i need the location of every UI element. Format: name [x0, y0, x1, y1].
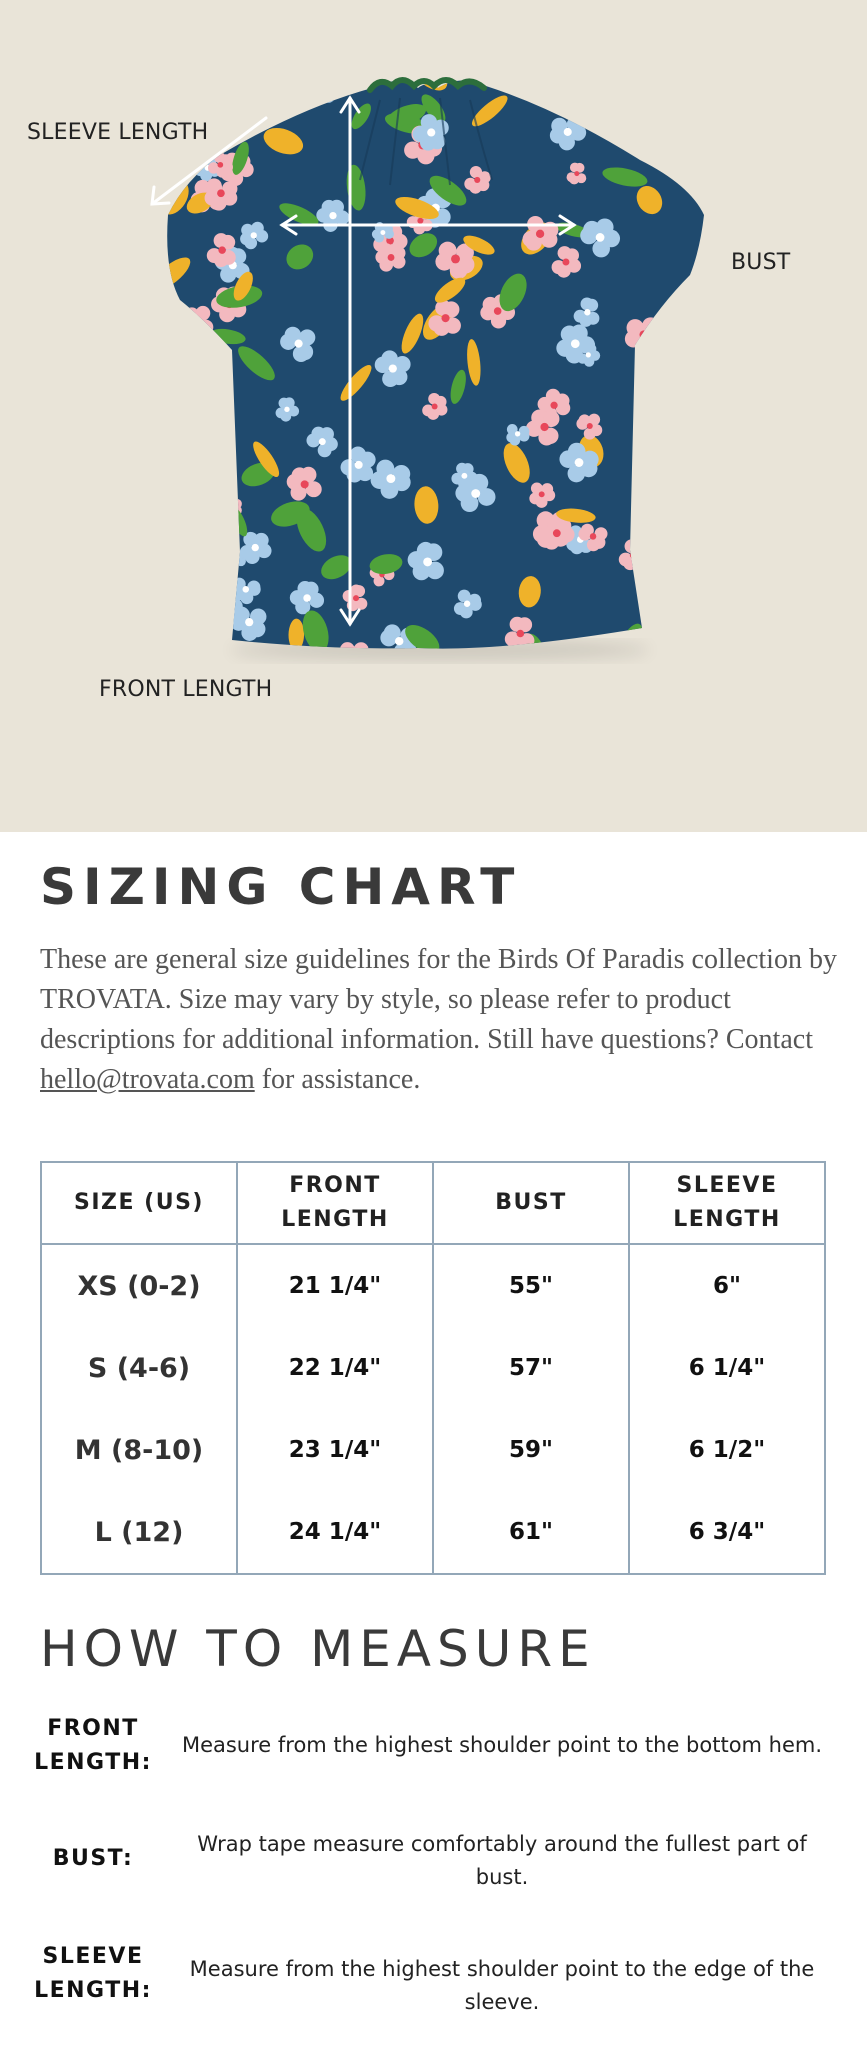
- sizing-intro: [40, 940, 840, 1100]
- table-row: [41, 1244, 825, 1327]
- print-flower: [146, 506, 182, 540]
- print-flower: [690, 152, 715, 177]
- print-flower: [663, 70, 702, 111]
- cell-sleeve-length: 6 1/4": [629, 1327, 825, 1409]
- header-bust: BUST: [433, 1162, 629, 1244]
- cell-front-length: 23 1/4": [237, 1409, 433, 1491]
- cell-bust: 55": [433, 1244, 629, 1327]
- print-leaf: [656, 372, 683, 406]
- print-leaf: [532, 63, 567, 104]
- table-header-row: [41, 1162, 825, 1244]
- cell-front-length: 24 1/4": [237, 1491, 433, 1574]
- print-flower: [182, 306, 213, 338]
- measure-description: Measure from the highest shoulder point to the edge of the sleeve.: [189, 1957, 815, 2014]
- cell-sleeve-length: 6 3/4": [629, 1491, 825, 1574]
- print-flower: [653, 538, 683, 566]
- table-row: [41, 1327, 825, 1409]
- intro-text: These are general size guidelines for the Birds Of Paradis collection by TROVATA. Size may vary by style, so please refer to product descriptions for additional information. Still have questions? Contact: [40, 944, 837, 1055]
- print-leaf: [196, 411, 230, 437]
- product-hero: [0, 0, 867, 832]
- cell-sleeve-length: 6": [629, 1244, 825, 1327]
- sizing-chart-title: SIZING CHART: [40, 858, 522, 916]
- print-flower: [151, 307, 178, 333]
- measure-description: Wrap tape measure comfortably around the fullest part of bust.: [197, 1832, 807, 1889]
- print-leaf: [697, 447, 732, 484]
- print-leaf: [650, 465, 685, 504]
- cell-bust: 61": [433, 1491, 629, 1574]
- header-front-length: [237, 1162, 433, 1244]
- measure-label-line1: FRONT: [47, 1716, 139, 1741]
- cell-size: S (4-6): [41, 1327, 237, 1409]
- measure-label-line1: BUST:: [52, 1846, 134, 1871]
- bust-label: BUST: [731, 250, 791, 275]
- print-leaf: [678, 424, 720, 448]
- cell-bust: 57": [433, 1327, 629, 1409]
- measure-label-line2: LENGTH:: [34, 1978, 152, 2003]
- header-size: SIZE (US): [41, 1162, 237, 1244]
- measure-label-line1: SLEEVE: [42, 1944, 144, 1969]
- print-flower: [691, 330, 726, 365]
- print-leaf: [567, 65, 599, 105]
- sleeve-length-label: SLEEVE LENGTH: [27, 120, 209, 145]
- table-row: [41, 1491, 825, 1574]
- print-flower: [667, 454, 697, 485]
- measure-label-line2: LENGTH:: [34, 1750, 152, 1775]
- header-front-length-text: FRONT LENGTH: [281, 1173, 389, 1232]
- print-leaf: [195, 58, 242, 100]
- header-sleeve-length: [629, 1162, 825, 1244]
- print-flower: [150, 352, 170, 373]
- cell-front-length: 22 1/4": [237, 1327, 433, 1409]
- print-flower: [655, 123, 690, 157]
- measure-label: [20, 1940, 166, 2008]
- print-leaf: [186, 367, 235, 396]
- measure-description: Measure from the highest shoulder point to the bottom hem.: [181, 1733, 823, 1757]
- email-link[interactable]: hello@trovata.com: [40, 1064, 255, 1095]
- how-to-measure-title: HOW TO MEASURE: [40, 1620, 596, 1678]
- measure-label: [20, 1712, 166, 1780]
- print-flower: [647, 385, 682, 421]
- cell-size: L (12): [41, 1491, 237, 1574]
- print-flower: [701, 563, 730, 595]
- print-flower: [689, 271, 728, 309]
- size-table: [40, 1161, 826, 1575]
- print-flower: [187, 65, 222, 101]
- table-row: [41, 1409, 825, 1491]
- print-leaf: [152, 511, 186, 555]
- cell-sleeve-length: 6 1/2": [629, 1409, 825, 1491]
- print-flower: [375, 243, 405, 271]
- print-leaf: [184, 604, 226, 647]
- cell-size: XS (0-2): [41, 1244, 237, 1327]
- print-leaf: [660, 427, 702, 477]
- front-length-label: FRONT LENGTH: [99, 677, 273, 702]
- intro-suffix: for assistance.: [254, 1064, 421, 1095]
- print-leaf: [198, 602, 237, 643]
- cell-bust: 59": [433, 1409, 629, 1491]
- cell-size: M (8-10): [41, 1409, 237, 1491]
- measure-label: [20, 1842, 166, 1876]
- header-sleeve-length-text: SLEEVE LENGTH: [673, 1173, 781, 1232]
- cell-front-length: 21 1/4": [237, 1244, 433, 1327]
- print-flower: [530, 67, 568, 104]
